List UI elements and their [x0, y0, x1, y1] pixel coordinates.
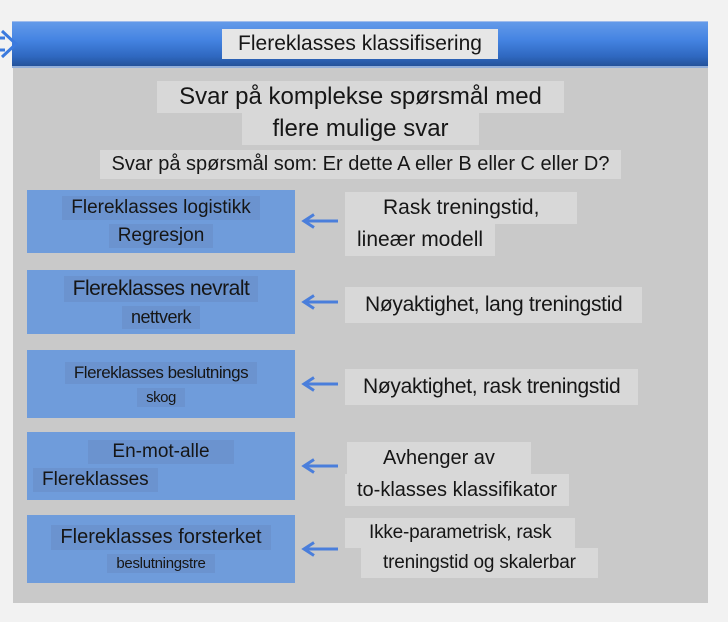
left-arrow-icon — [300, 375, 340, 393]
note-decision-forest: Nøyaktighet, rask treningstid — [345, 369, 705, 405]
note-one-vs-all: Avhenger av to-klasses klassifikator — [345, 442, 705, 506]
method-box-logistic-regression: Flereklasses logistikk Regresjon — [27, 190, 295, 253]
content-panel — [13, 68, 708, 603]
note-boosted-decision-tree: Ikke-parametrisk, rask treningstid og skalerbar — [345, 518, 705, 578]
intro-line-3: Svar på spørsmål som: Er dette A eller B eller C eller D? — [13, 150, 708, 179]
intro-line-2: flere mulige svar — [13, 113, 708, 145]
enter-right-arrow-icon — [0, 28, 20, 60]
left-arrow-icon — [300, 212, 340, 230]
method-box-neural-network: Flereklasses nevralt nettverk — [27, 270, 295, 334]
method-box-decision-forest: Flereklasses beslutnings skog — [27, 350, 295, 418]
left-arrow-icon — [300, 457, 340, 475]
method-box-boosted-decision-tree: Flereklasses forsterket beslutningstre — [27, 515, 295, 583]
method-box-one-vs-all: En-mot-alle Flereklasses — [27, 432, 295, 500]
note-logistic-regression: Rask treningstid, lineær modell — [345, 192, 705, 256]
note-neural-network: Nøyaktighet, lang treningstid — [345, 287, 705, 323]
left-arrow-icon — [300, 293, 340, 311]
left-arrow-icon — [300, 540, 340, 558]
header-bar — [12, 21, 708, 68]
intro-line-1: Svar på komplekse spørsmål med — [13, 81, 708, 113]
intro-block — [13, 81, 708, 179]
page-title: Flereklasses klassifisering — [222, 29, 498, 59]
